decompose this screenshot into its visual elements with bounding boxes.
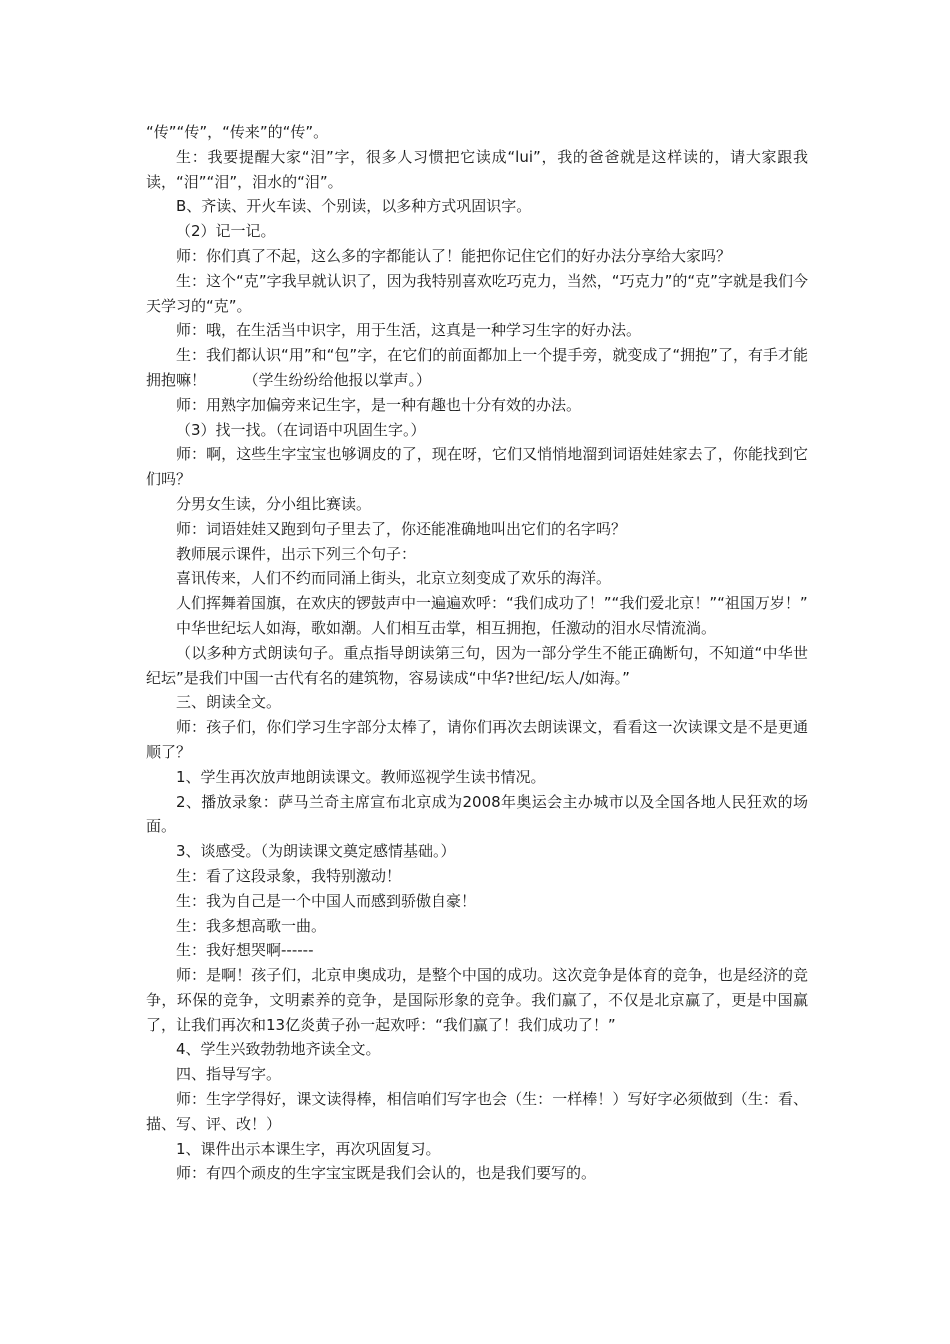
paragraph: 教师展示课件，出示下列三个句子： [176, 544, 417, 563]
paragraph: 1、学生再次放声地朗读课文。教师巡视学生读书情况。 [176, 767, 546, 786]
paragraph: 生：我为自己是一个中国人而感到骄傲自豪！ [176, 891, 477, 910]
paragraph: B、齐读、开火车读、个别读，以多种方式巩固识字。 [176, 197, 532, 216]
paragraph: 师：是啊！孩子们，北京申奥成功，是整个中国的成功。这次竞争是体育的竞争，也是经济的竞争，环保的竞争，文明素养的竞争，是国际形象的竞争。我们赢了，不仅是北京赢了，更是中国赢了，让我们再次和13亿炎黄子孙一起欢呼：“我们赢了！我们成功了！” [146, 966, 808, 1034]
paragraph: 师：有四个顽皮的生字宝宝既是我们会认的，也是我们要写的。 [176, 1164, 597, 1183]
paragraph: 三、朗读全文。 [176, 693, 282, 712]
paragraph: 分男女生读，分小组比赛读。 [176, 494, 372, 513]
paragraph: 师：孩子们，你们学习生字部分太棒了，请你们再次去朗读课文，看看这一次读课文是不是更通顺了？ [146, 718, 808, 761]
paragraph: “传”“传”，“传来”的“传”。 [146, 123, 329, 141]
paragraph: 师：哦，在生活当中识字，用于生活，这真是一种学习生字的好办法。 [176, 321, 642, 340]
paragraph: 生：这个“克”字我早就认识了，因为我特别喜欢吃巧克力，当然，“巧克力”的“克”字就是我们今天学习的“克”。 [146, 271, 808, 315]
paragraph: 生：看了这段录象，我特别激动！ [176, 866, 402, 885]
paragraph: 师：词语娃娃又跑到句子里去了，你还能准确地叫出它们的名字吗？ [176, 519, 627, 538]
paragraph: 3、谈感受。（为朗读课文奠定感情基础。） [176, 842, 456, 861]
paragraph: 生：我好想哭啊------ [176, 941, 314, 960]
document-body [146, 120, 808, 1186]
paragraph: 4、学生兴致勃勃地齐读全文。 [176, 1040, 381, 1059]
paragraph: 人们挥舞着国旗，在欢庆的锣鼓声中一遍遍欢呼：“我们成功了！”“我们爱北京！”“祖国万岁！” [176, 594, 808, 613]
paragraph: 生：我要提醒大家“泪”字，很多人习惯把它读成“lui”，我的爸爸就是这样读的，请大家跟我读，“泪”“泪”，泪水的“泪”。 [146, 147, 808, 191]
paragraph: （2）记一记。 [176, 222, 276, 241]
paragraph: 师：啊，这些生字宝宝也够调皮的了，现在呀，它们又悄悄地溜到词语娃娃家去了，你能找到它们吗？ [146, 445, 808, 489]
paragraph: （以多种方式朗读句子。重点指导朗读第三句，因为一部分学生不能正确断句，不知道“中华世纪坛”是我们中国一古代有名的建筑物，容易读成“中华?世纪/坛人/如海。” [146, 643, 808, 687]
paragraph: 1、课件出示本课生字，再次巩固复习。 [176, 1139, 441, 1158]
paragraph: 生：我多想高歌一曲。 [176, 916, 327, 935]
paragraph: 师：生字学得好，课文读得棒，相信咱们写字也会（生：一样棒！）写好字必须做到（生：看、描、写、评、改！） [146, 1090, 808, 1133]
paragraph: 生：我们都认识“用”和“包”字，在它们的前面都加上一个提手旁，就变成了“拥抱”了，有手才能拥抱嘛！ （学生纷纷给他报以掌声。） [146, 346, 808, 389]
paragraph: 喜讯传来，人们不约而同涌上街头，北京立刻变成了欢乐的海洋。 [176, 569, 612, 588]
paragraph: （3）找一找。（在词语中巩固生字。） [176, 420, 426, 439]
paragraph: 师：你们真了不起，这么多的字都能认了！能把你记住它们的好办法分享给大家吗？ [176, 246, 732, 265]
paragraph: 师：用熟字加偏旁来记生字，是一种有趣也十分有效的办法。 [176, 395, 582, 414]
paragraph: 2、播放录象：萨马兰奇主席宣布北京成为2008年奥运会主办城市以及全国各地人民狂欢的场面。 [146, 792, 808, 836]
paragraph: 中华世纪坛人如海，歌如潮。人们相互击掌，相互拥抱，任激动的泪水尽情流淌。 [176, 618, 717, 637]
paragraph: 四、指导写字。 [176, 1065, 282, 1084]
